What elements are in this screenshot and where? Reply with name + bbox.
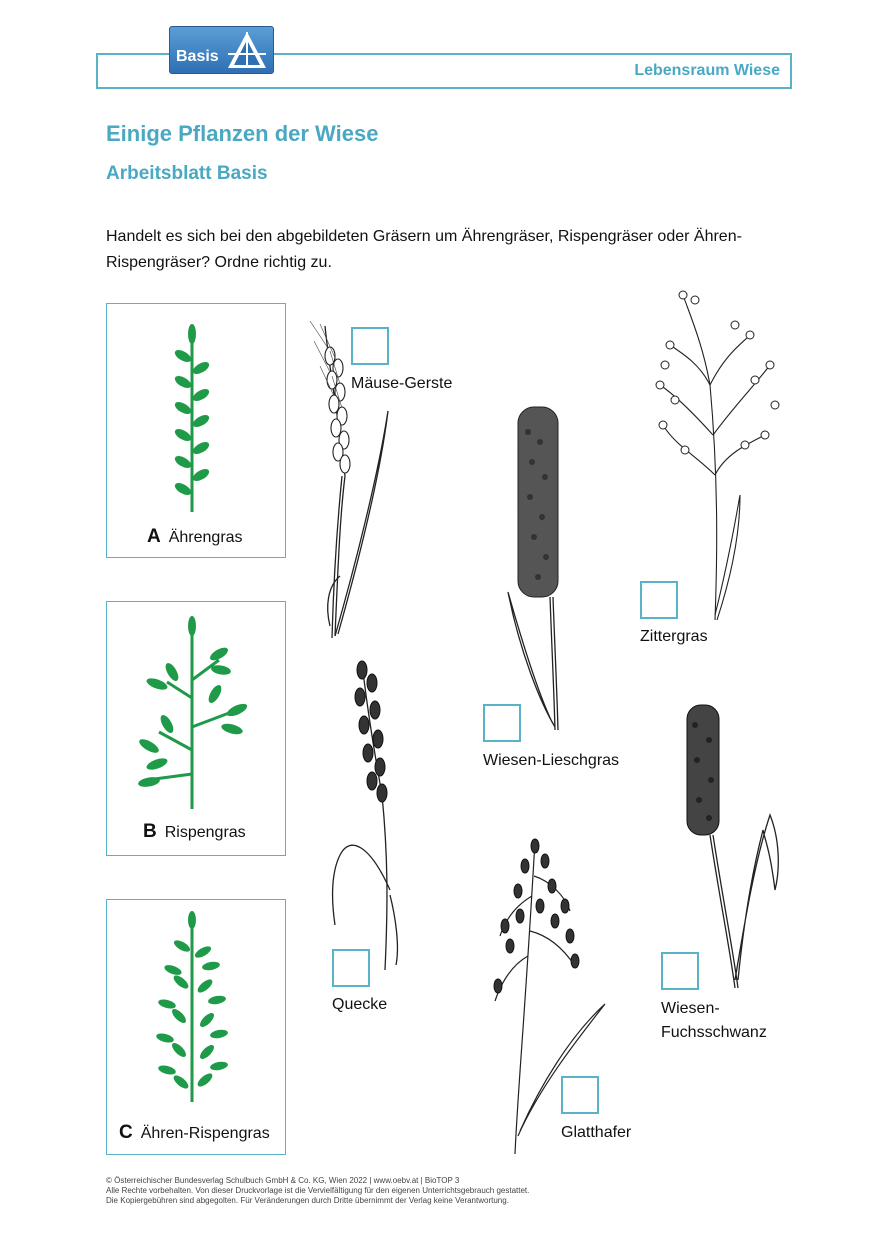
label-maeuse-gerste: Mäuse-Gerste xyxy=(351,375,453,392)
wiesen-lieschgras-illustration xyxy=(500,402,580,732)
footer-line-1: © Österreichischer Bundesverlag Schulbuch GmbH & Co. KG, Wien 2022 | www.oebv.at | BioTOP 3 xyxy=(106,1176,460,1185)
zittergras-illustration xyxy=(645,285,785,625)
label-wiesen-fuchsschwanz-line2: Fuchsschwanz xyxy=(661,1024,767,1041)
quecke-illustration xyxy=(320,655,410,975)
answer-box-glatthafer[interactable] xyxy=(561,1076,599,1114)
page-subtitle: Arbeitsblatt Basis xyxy=(106,163,268,184)
panicle-grass-diagram-icon xyxy=(107,602,287,857)
legend-card-c xyxy=(106,899,286,1155)
section-title: Lebensraum Wiese xyxy=(634,62,780,79)
legend-card-a xyxy=(106,303,286,558)
page-title: Einige Pflanzen der Wiese xyxy=(106,121,379,146)
legend-letter-b: B xyxy=(143,821,157,842)
footer xyxy=(106,1176,529,1206)
label-wiesen-lieschgras: Wiesen-Lieschgras xyxy=(483,752,620,769)
legend-label-c: Ähren-Rispengras xyxy=(140,1125,270,1142)
triangle-logo-icon xyxy=(226,30,268,70)
ear-panicle-grass-diagram-icon xyxy=(107,900,287,1156)
answer-box-maeuse-gerste[interactable] xyxy=(351,327,389,365)
footer-line-3: Die Kopiergebühren sind abgegolten. Für Veränderungen durch Dritte übernimmt der Verlag keine Verantwortung. xyxy=(106,1196,509,1205)
legend-caption-c xyxy=(119,1122,270,1144)
legend-card-b xyxy=(106,601,286,856)
logo-text: Basis xyxy=(176,48,219,65)
legend-caption-a xyxy=(147,526,243,548)
answer-box-wiesen-lieschgras[interactable] xyxy=(483,704,521,742)
legend-label-b: Rispengras xyxy=(164,824,246,841)
ear-grass-diagram-icon xyxy=(107,304,287,559)
answer-box-zittergras[interactable] xyxy=(640,581,678,619)
label-zittergras: Zittergras xyxy=(640,628,708,645)
label-glatthafer: Glatthafer xyxy=(561,1124,632,1141)
footer-line-2: Alle Rechte vorbehalten. Von dieser Druckvorlage ist die Vervielfältigung für den eigenen Unterrichtsgebrauch gestattet. xyxy=(106,1186,530,1195)
answer-box-wiesen-fuchsschwanz[interactable] xyxy=(661,952,699,990)
answer-box-quecke[interactable] xyxy=(332,949,370,987)
legend-caption-b xyxy=(143,821,246,843)
label-quecke: Quecke xyxy=(332,996,388,1013)
legend-letter-a: A xyxy=(147,526,161,547)
legend-label-a: Ährengras xyxy=(168,529,243,546)
legend-letter-c: C xyxy=(119,1122,133,1143)
instruction-text: Handelt es sich bei den abgebildeten Gräsern um Ährengräser, Rispengräser oder Ähren-Rispengräser? Ordne richtig zu. xyxy=(106,228,742,271)
label-wiesen-fuchsschwanz-line1: Wiesen- xyxy=(661,1000,720,1017)
wiesen-fuchsschwanz-illustration xyxy=(675,700,785,990)
maeuse-gerste-illustration xyxy=(300,316,400,646)
